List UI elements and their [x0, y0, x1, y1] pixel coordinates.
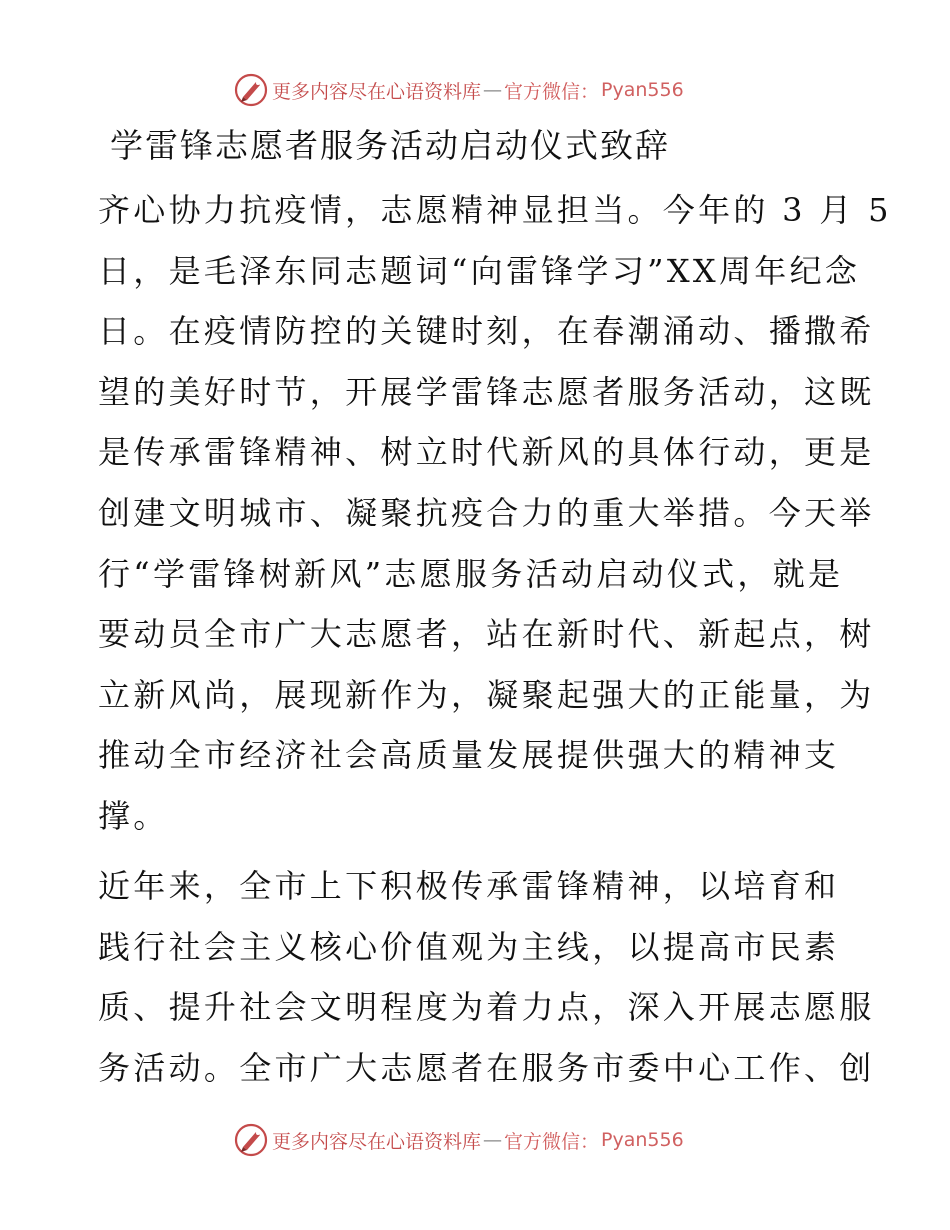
document-title: 学雷锋志愿者服务活动启动仪式致辞 — [110, 126, 670, 165]
text-line: 要动员全市广大志愿者，站在新时代、新起点，树 — [98, 615, 875, 654]
watermark-label: 官方微信： — [504, 80, 600, 103]
pen-logo-icon — [234, 73, 268, 107]
text-line: 行“学雷锋树新风”志愿服务活动启动仪式，就是 — [98, 554, 844, 593]
watermark-id: Pyan556 — [601, 79, 684, 101]
text-line: 日。在疫情防控的关键时刻，在春潮涌动、播撒希 — [98, 312, 875, 351]
text-line: 撑。 — [98, 796, 169, 835]
watermark-footer — [234, 1122, 734, 1158]
paragraph-2 — [98, 856, 875, 1098]
watermark-label: 官方微信： — [504, 1130, 600, 1153]
text-line: 是传承雷锋精神、树立时代新风的具体行动，更是 — [98, 433, 875, 472]
text-line: 创建文明城市、凝聚抗疫合力的重大举措。今天举 — [98, 493, 875, 532]
watermark-separator: — — [483, 1129, 503, 1151]
text-line: 近年来，全市上下积极传承雷锋精神，以培育和 — [98, 867, 840, 905]
text-line: 务活动。全市广大志愿者在服务市委中心工作、创 — [98, 1048, 875, 1087]
watermark-text: 更多内容尽在心语资料库 — [272, 1130, 482, 1153]
pen-logo-icon — [234, 1123, 268, 1157]
paragraph-1 — [98, 180, 892, 847]
text-line: 质、提升社会文明程度为着力点，深入开展志愿服 — [98, 988, 875, 1027]
text-line: 日，是毛泽东同志题词“向雷锋学习”XX周年纪念 — [98, 251, 861, 290]
watermark-text: 更多内容尽在心语资料库 — [272, 80, 482, 103]
text-line: 立新风尚，展现新作为，凝聚起强大的正能量，为 — [98, 675, 875, 714]
text-line: 望的美好时节，开展学雷锋志愿者服务活动，这既 — [98, 372, 875, 411]
watermark-header — [234, 72, 734, 108]
text-line: 推动全市经济社会高质量发展提供强大的精神支 — [98, 736, 840, 775]
watermark-id: Pyan556 — [601, 1129, 684, 1151]
text-line: 齐心协力抗疫情，志愿精神显担当。今年的 3 月 5 — [98, 191, 892, 229]
text-line: 践行社会主义核心价值观为主线，以提高市民素 — [98, 927, 840, 966]
watermark-separator: — — [483, 79, 503, 101]
